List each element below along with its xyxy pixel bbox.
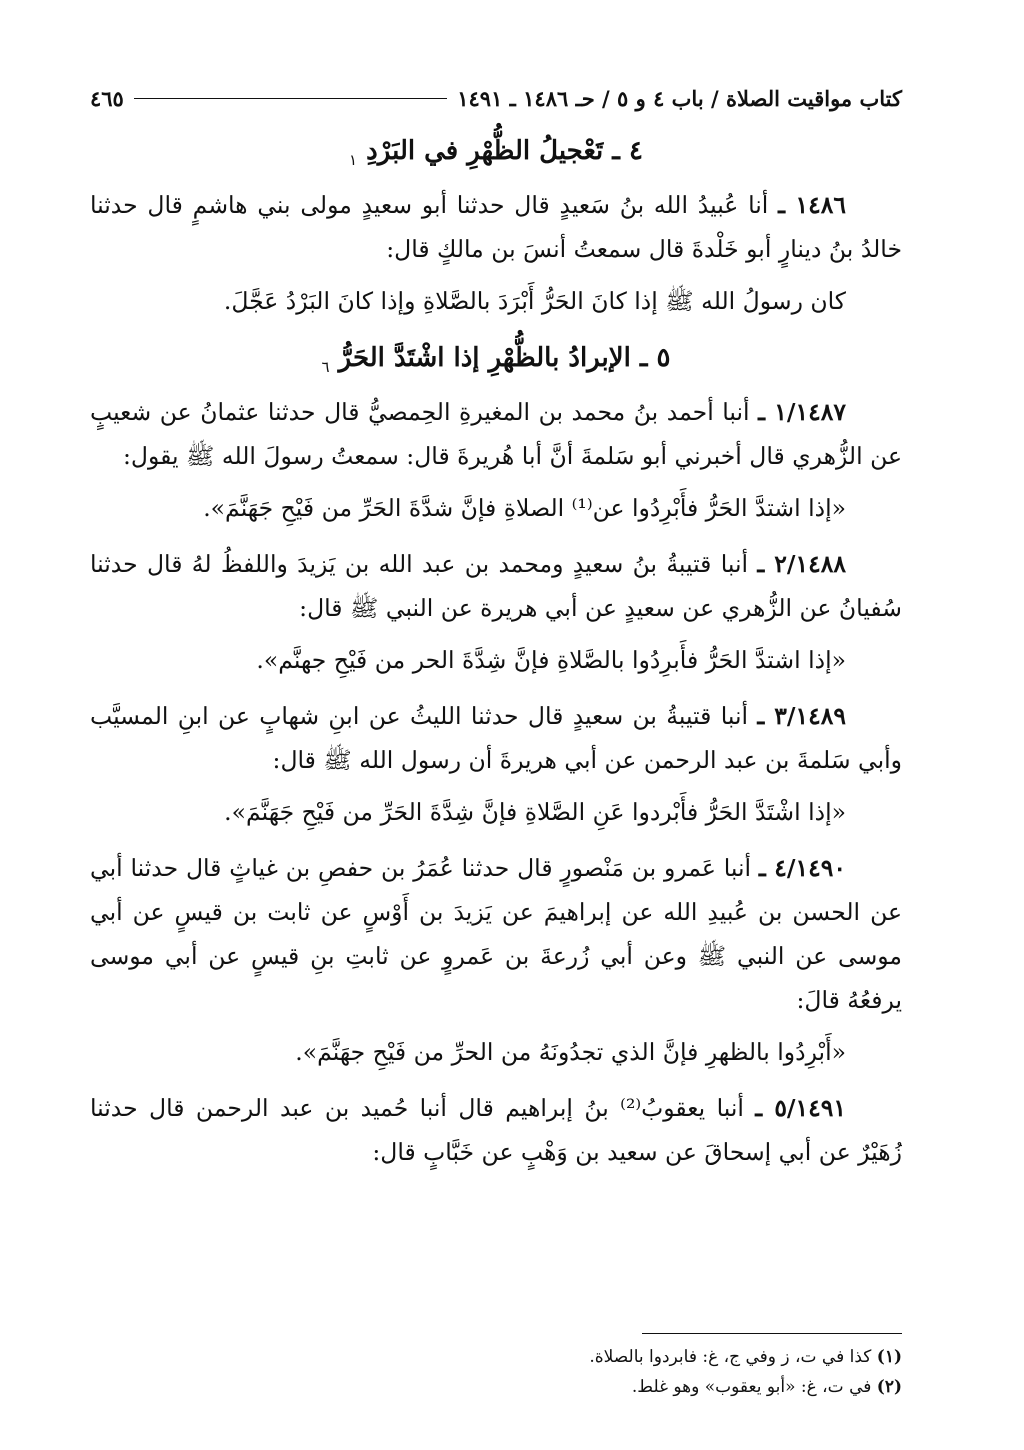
hadith-1490-isnad xyxy=(90,846,902,1022)
hadith-isnad-text: أنبا أحمد بنُ محمد بن المغيرةِ الحِمصيُّ قال حدثنا عثمانُ عن شعيبٍ عن الزُّهري قال أخبرني أبو سَلمةَ أنَّ أبا هُريرةَ قال: سمعتُ رسولَ الله ﷺ يقول: xyxy=(90,398,902,471)
hadith-number: ١٤٨٦ ـ xyxy=(778,191,846,220)
hadith-number: ٥/١٤٩١ ـ xyxy=(755,1094,847,1123)
section-4-note-number: ١ xyxy=(349,151,358,170)
footnote-rule xyxy=(642,1333,902,1334)
hadith-isnad-text: أنبا يعقوبُ⁽²⁾ بنُ إبراهيم قال أنبا حُميد بن عبد الرحمن قال حدثنا زُهَيْرٌ عن أبي إسحاقَ عن سعيد بن وَهْبٍ عن خَبَّابٍ قال: xyxy=(90,1094,902,1167)
section-4-heading xyxy=(90,128,902,183)
page-body xyxy=(90,78,902,1174)
hadith-1487-isnad xyxy=(90,390,902,478)
header-title: كتاب مواقيت الصلاة / باب ٤ و ٥ / حـ ١٤٨٦ ـ ١٤٩١ xyxy=(457,85,902,111)
hadith-isnad-text: أنا عُبيدُ الله بنُ سَعيدٍ قال حدثنا أبو سعيدٍ مولى بني هاشمٍ قال حدثنا خالدُ بنُ دينارٍ أبو خَلْدةَ قال سمعتُ أنسَ بن مالكٍ قال: xyxy=(90,191,902,264)
hadith-number: ٤/١٤٩٠ ـ xyxy=(758,854,846,883)
hadith-isnad-text: أنبا قتيبةُ بنُ سعيدٍ ومحمد بن عبد الله بن يَزيدَ واللفظُ لهُ قال حدثنا سُفيانُ عن الزُّهري عن سعيدٍ عن أبي هريرة عن النبي ﷺ قال: xyxy=(90,550,902,623)
hadith-1486-isnad xyxy=(90,183,902,271)
hadith-1489-text: «إذا اشْتَدَّ الحَرُّ فأَبْردوا عَنِ الصَّلاةِ فإنَّ شِدَّةَ الحَرِّ من فَيْحِ جَهَنَّمَ». xyxy=(224,798,846,827)
hadith-1490-text: «أَبْرِدُوا بالظهرِ فإنَّ الذي تجدُونَهُ من الحرِّ من فَيْحِ جهَنَّمَ». xyxy=(295,1038,846,1067)
section-5-note-number: ٦ xyxy=(321,358,330,377)
hadith-1488-text: «إذا اشتدَّ الحَرُّ فأَبرِدُوا بالصَّلاةِ فإنَّ شِدَّةَ الحر من فَيْحِ جهنَّم». xyxy=(256,646,846,675)
hadith-1491-isnad xyxy=(90,1086,902,1174)
section-5-heading xyxy=(90,335,902,390)
hadith-1487-text: «إذا اشتدَّ الحَرُّ فأَبْرِدُوا عن⁽¹⁾ الصلاةِ فإنَّ شدَّةَ الحَرِّ من فَيْحِ جَهَنَّمَ». xyxy=(203,494,846,523)
section-5-title: ٥ ـ الإبرادُ بالظُّهْرِ إذا اشْتَدَّ الحَرُّ xyxy=(338,343,671,374)
page-number: ٤٦٥ xyxy=(90,85,124,111)
footnote-text: في ت، غ: «أبو يعقوب» وهو غلط. xyxy=(631,1377,872,1397)
hadith-number: ٣/١٤٨٩ ـ xyxy=(757,702,846,731)
hadith-1489-isnad xyxy=(90,694,902,782)
footnote-2 xyxy=(122,1372,902,1402)
hadith-isnad-text: أنبا عَمرو بن مَنْصورٍ قال حدثنا عُمَرُ بن حفصِ بن غياثٍ قال حدثنا أبي عن الحسن بن عُبيدِ الله عن إبراهيمَ عن يَزيدَ بن أَوْسٍ عن ثابت بن قيسٍ عن أبي موسى عن النبي ﷺ وعن أبي زُرعةَ بن عَمروٍ عن ثابتِ بنِ قيسٍ عن أبي موسى يرفعُهُ قالَ: xyxy=(90,854,902,1015)
footnote-mark: (٢) xyxy=(876,1377,902,1397)
footnote-text: كذا في ت، ز وفي ج، غ: فابردوا بالصلاة. xyxy=(589,1347,872,1367)
hadith-1486-text: كان رسولُ الله ﷺ إذا كانَ الحَرُّ أَبْرَدَ بالصَّلاةِ وإذا كانَ البَرْدُ عَجَّلَ. xyxy=(223,287,846,316)
section-4-title: ٤ ـ تَعْجيلُ الظُّهْرِ في البَرْدِ xyxy=(366,136,643,166)
footnotes xyxy=(122,1333,902,1402)
running-header xyxy=(90,78,902,118)
hadith-1488-isnad xyxy=(90,542,902,630)
footnote-mark: (١) xyxy=(876,1347,902,1367)
hadith-number: ٢/١٤٨٨ ـ xyxy=(757,550,846,579)
header-rule xyxy=(134,98,447,99)
hadith-isnad-text: أنبا قتيبةُ بن سعيدٍ قال حدثنا الليثُ عن ابنِ شهابٍ عن ابنِ المسيَّب وأبي سَلمةَ بن عبد الرحمن عن أبي هريرةَ أن رسول الله ﷺ قال: xyxy=(90,702,902,775)
footnote-1 xyxy=(122,1342,902,1372)
hadith-number: ١/١٤٨٧ ـ xyxy=(758,398,846,427)
